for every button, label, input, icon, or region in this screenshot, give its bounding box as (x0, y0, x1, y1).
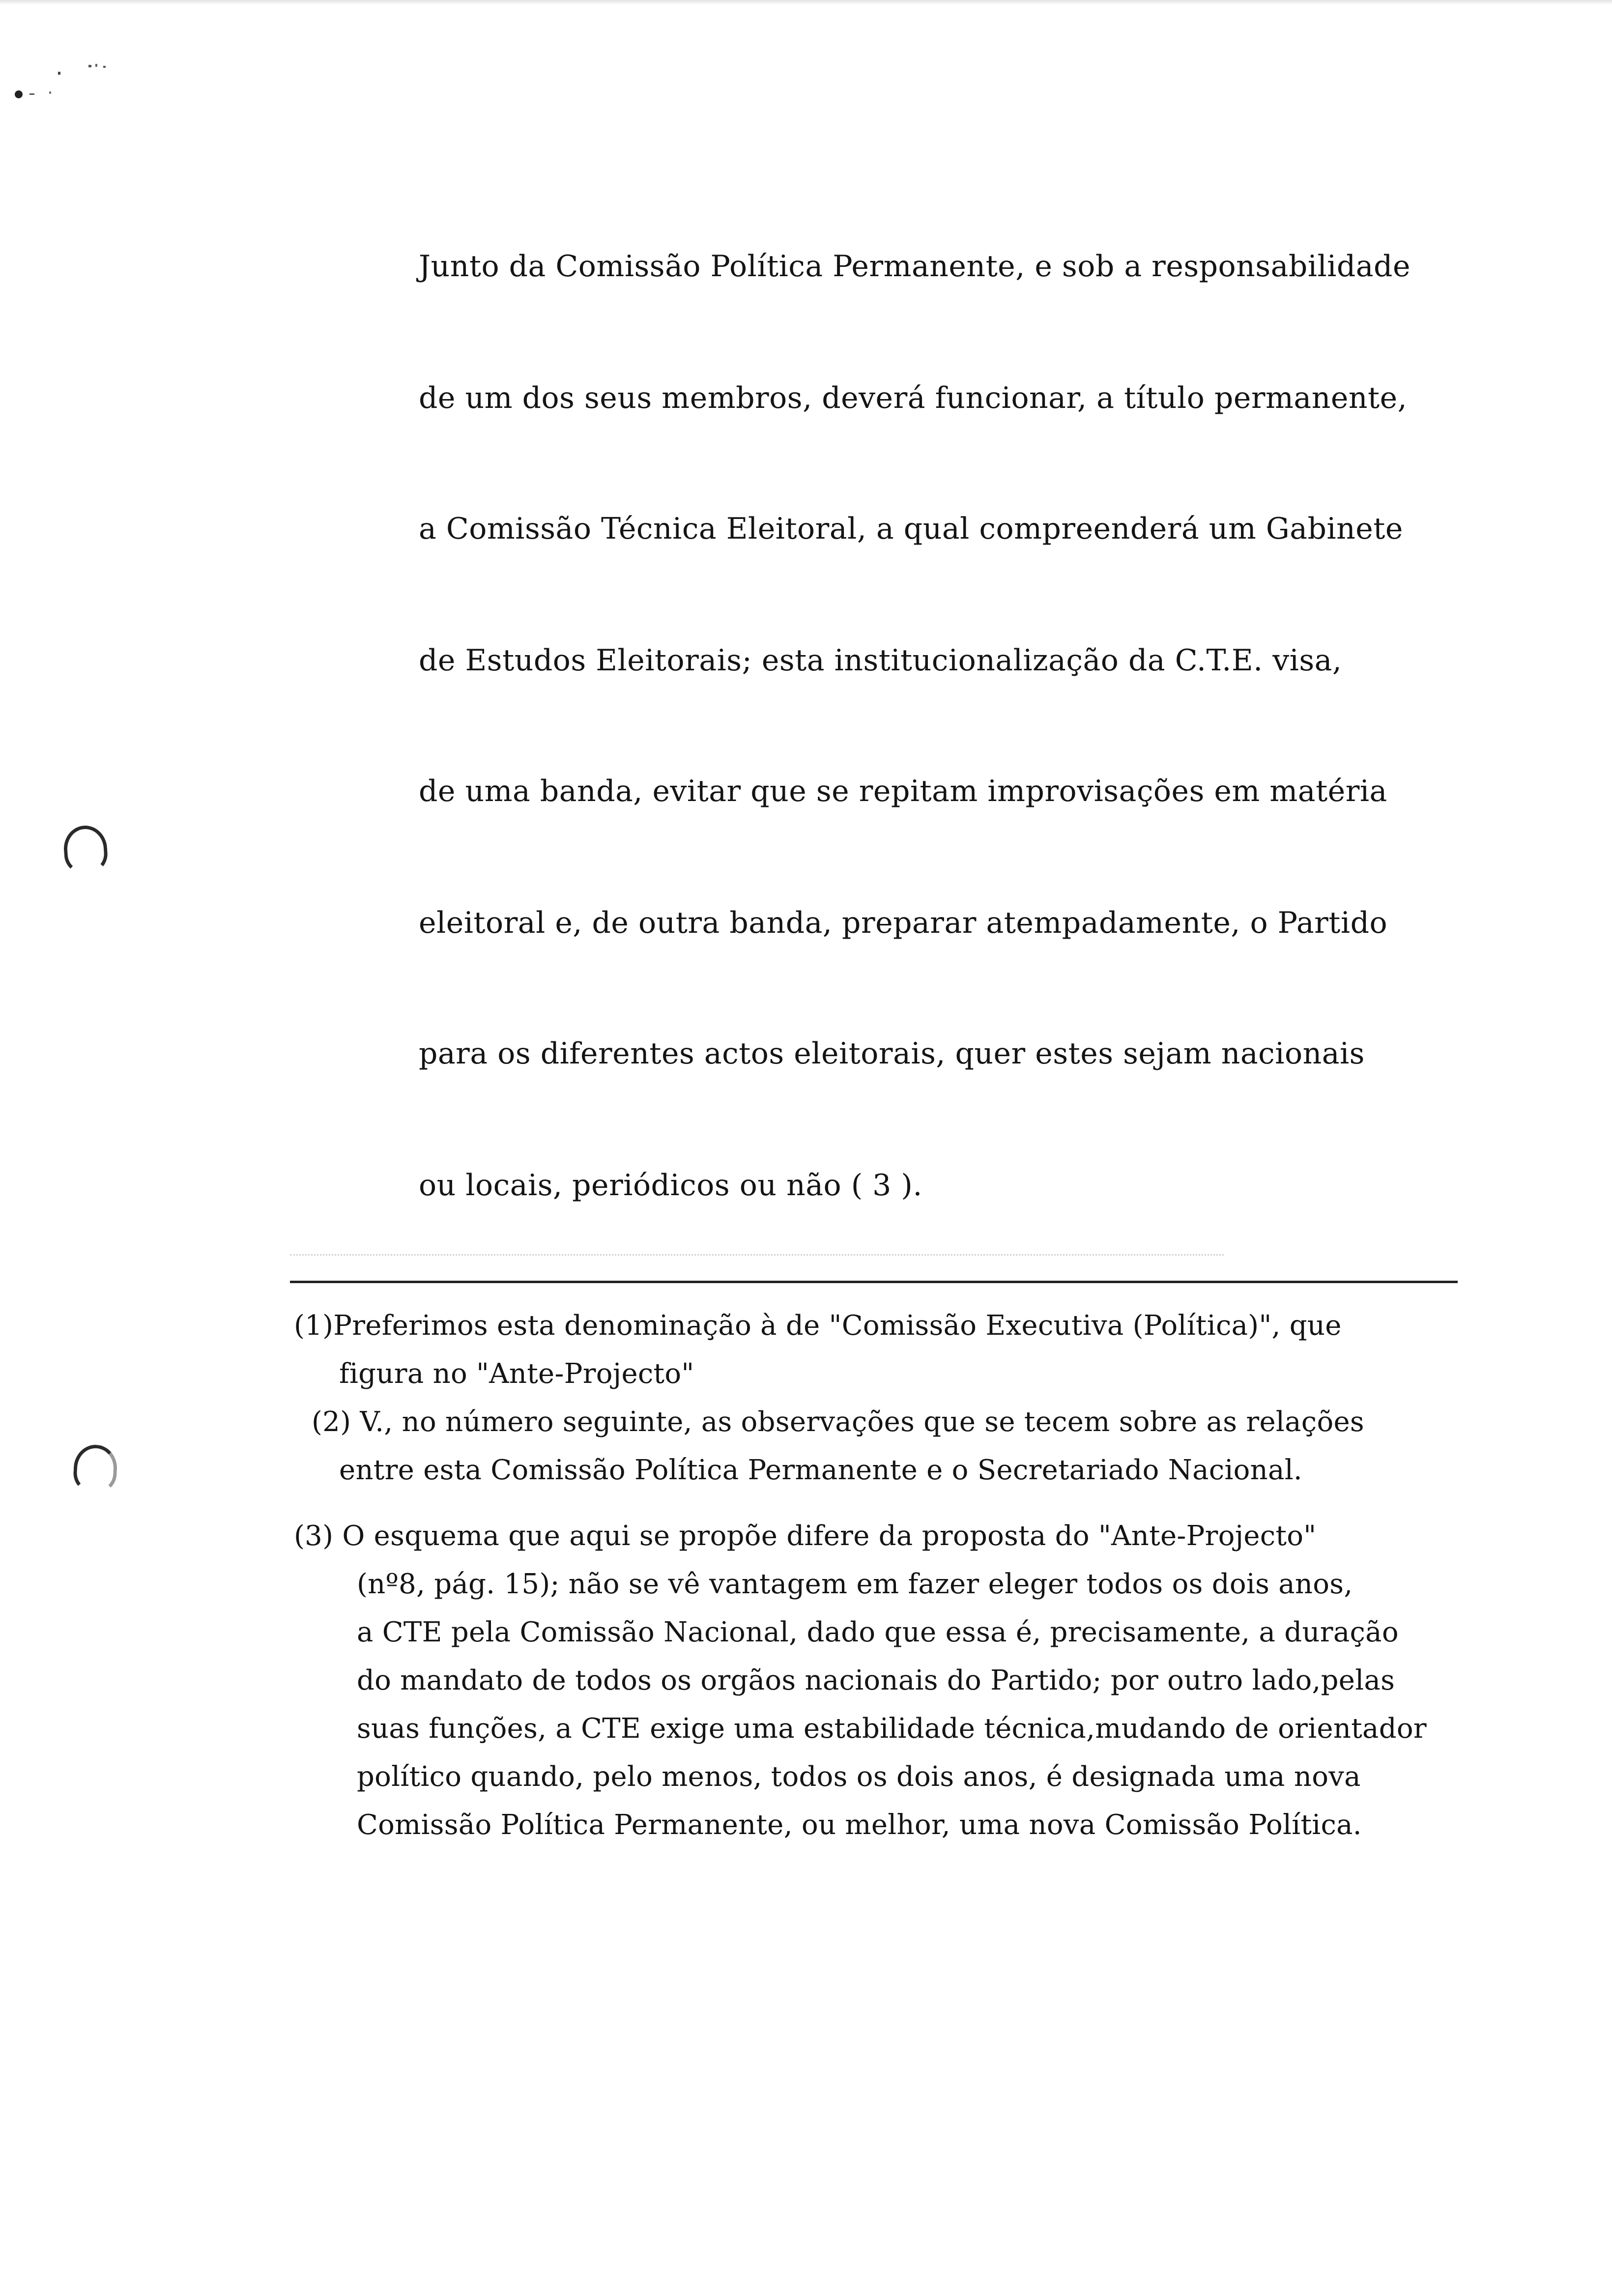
footnote-3-line: político quando, pelo menos, todos os dois anos, é designada uma nova (357, 1761, 1361, 1793)
dotted-rule (290, 1254, 1224, 1256)
body-line: de uma banda, evitar que se repitam improvisações em matéria (419, 774, 1387, 808)
footnote-3-line: Comissão Política Permanente, ou melhor, uma nova Comissão Política. (357, 1809, 1362, 1841)
footnote-1-line: figura no "Ante-Projecto" (339, 1358, 694, 1390)
footnote-2-line: (2) V., no número seguinte, as observações que se tecem sobre as relações (312, 1406, 1364, 1438)
footnote-2-line: entre esta Comissão Política Permanente e o Secretariado Nacional. (339, 1454, 1303, 1486)
body-line: para os diferentes actos eleitorais, quer estes sejam nacionais (419, 1036, 1365, 1071)
scan-specks (0, 25, 128, 108)
body-line: a Comissão Técnica Eleitoral, a qual compreenderá um Gabinete (419, 512, 1403, 546)
body-line: ou locais, periódicos ou não ( 3 ). (419, 1168, 922, 1203)
punch-hole-bottom (73, 1444, 118, 1493)
footnote-3-line: (nº8, pág. 15); não se vê vantagem em fazer eleger todos os dois anos, (357, 1568, 1353, 1600)
footnote-3-line: (3) O esquema que aqui se propõe difere da proposta do "Ante-Projecto" (294, 1520, 1317, 1552)
body-line: eleitoral e, de outra banda, preparar atempadamente, o Partido (419, 906, 1388, 940)
body-line: de Estudos Eleitorais; esta institucionalização da C.T.E. visa, (419, 643, 1342, 678)
footnote-separator (290, 1281, 1458, 1283)
body-line: de um dos seus membros, deverá funcionar, a título permanente, (419, 381, 1408, 415)
footnote-3-line: suas funções, a CTE exige uma estabilidade técnica,mudando de orientador (357, 1713, 1427, 1745)
footnote-3-line: do mandato de todos os orgãos nacionais do Partido; por outro lado,pelas (357, 1665, 1395, 1696)
footnote-1-line: (1)Preferimos esta denominação à de "Comissão Executiva (Política)", que (294, 1310, 1342, 1342)
scan-edge (0, 0, 1612, 5)
footnote-3-line: a CTE pela Comissão Nacional, dado que essa é, precisamente, a duração (357, 1616, 1399, 1648)
body-line: Junto da Comissão Política Permanente, e sob a responsabilidade (419, 249, 1410, 284)
punch-hole-top (62, 824, 109, 874)
